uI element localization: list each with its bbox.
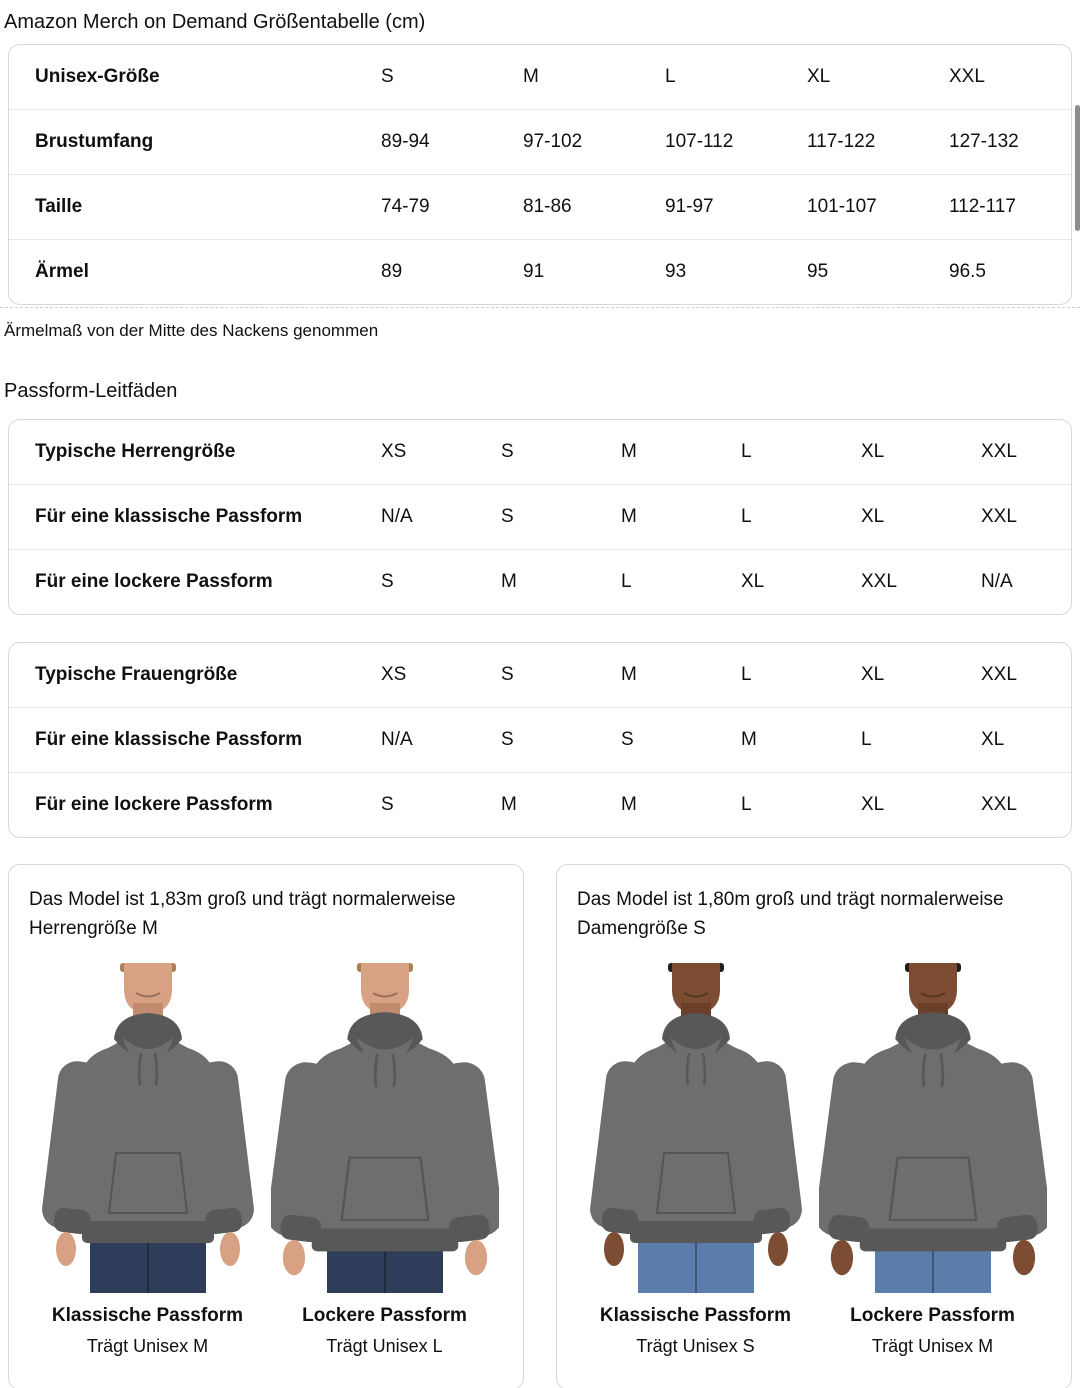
model-description: Das Model ist 1,80m groß und trägt normalerweise Damengröße S — [577, 889, 1004, 939]
model-figure — [271, 963, 499, 1293]
fit-cell: N/A — [381, 506, 413, 527]
measurement-cell: 95 — [807, 261, 829, 282]
fit-cell: M — [621, 794, 637, 815]
row-label: Typische Herrengröße — [35, 441, 236, 462]
measurement-cell: 127-132 — [949, 131, 1019, 152]
fit-cell: XS — [381, 441, 407, 462]
fit-cell: L — [621, 571, 632, 592]
row-label: Ärmel — [35, 261, 89, 282]
table-row — [9, 420, 1071, 484]
page-title: Amazon Merch on Demand Größentabelle (cm) — [4, 11, 426, 33]
fit-cell: M — [621, 506, 637, 527]
model-cards — [8, 864, 1072, 1388]
fit-cell: XL — [861, 794, 885, 815]
row-label: Brustumfang — [35, 131, 154, 152]
measurement-cell: 101-107 — [807, 196, 877, 217]
measurement-cell: 91-97 — [665, 196, 714, 217]
size-col-header: M — [523, 66, 539, 87]
fit-cell: S — [381, 571, 394, 592]
fit-cell: S — [381, 794, 394, 815]
row-label: Typische Frauengröße — [35, 664, 238, 685]
measurement-cell: 74-79 — [381, 196, 430, 217]
women-loose-fit-photo — [814, 963, 1051, 1357]
measurement-cell: 112-117 — [949, 196, 1016, 217]
women-fit-table — [8, 642, 1072, 838]
scrollbar-thumb[interactable] — [1075, 105, 1080, 231]
fit-cell: XXL — [981, 441, 1017, 462]
table-row — [9, 549, 1071, 614]
fit-cell: S — [501, 729, 514, 750]
size-caption: Trägt Unisex M — [86, 1336, 209, 1356]
men-loose-fit-photo — [266, 963, 503, 1357]
size-col-header: XL — [807, 66, 831, 87]
fit-cell: S — [501, 506, 514, 527]
row-label: Für eine lockere Passform — [35, 571, 273, 592]
photo-row — [29, 963, 503, 1357]
fit-cell: N/A — [381, 729, 413, 750]
measurement-cell: 93 — [665, 261, 687, 282]
women-classic-fit-photo — [577, 963, 814, 1357]
sleeve-note: Ärmelmaß von der Mitte des Nackens genommen — [4, 321, 379, 340]
fit-cell: L — [741, 441, 752, 462]
fit-cell: S — [501, 441, 514, 462]
fit-cell: XXL — [861, 571, 897, 592]
fit-cell: XL — [861, 506, 885, 527]
fit-cell: L — [741, 664, 752, 685]
fit-cell: N/A — [981, 571, 1013, 592]
fit-cell: M — [621, 664, 637, 685]
model-figure — [582, 963, 810, 1293]
table-row — [9, 109, 1071, 174]
fit-caption: Klassische Passform — [51, 1305, 244, 1326]
size-caption: Trägt Unisex L — [326, 1336, 443, 1356]
men-classic-fit-photo — [29, 963, 266, 1357]
table-row — [9, 707, 1071, 772]
fit-caption: Lockere Passform — [302, 1305, 467, 1326]
fit-cell: XXL — [981, 794, 1017, 815]
row-label: Unisex-Größe — [35, 66, 160, 87]
fit-cell: S — [501, 664, 514, 685]
fit-cell: L — [741, 794, 752, 815]
measurement-cell: 96.5 — [949, 261, 986, 282]
measurement-cell: 89-94 — [381, 131, 430, 152]
fit-guides-heading: Passform-Leitfäden — [4, 380, 178, 402]
row-label: Für eine klassische Passform — [35, 729, 303, 750]
model-description: Das Model ist 1,83m groß und trägt normalerweise Herrengröße M — [29, 889, 456, 939]
unisex-size-table — [8, 44, 1072, 305]
measurement-cell: 107-112 — [665, 131, 734, 152]
men-fit-table — [8, 419, 1072, 615]
model-figure — [34, 963, 262, 1293]
measurement-cell: 97-102 — [523, 131, 583, 152]
fit-caption: Lockere Passform — [850, 1305, 1015, 1326]
measurement-cell: 91 — [523, 261, 545, 282]
fit-cell: XS — [381, 664, 407, 685]
table-row — [9, 772, 1071, 837]
divider — [0, 307, 1080, 308]
fit-cell: XL — [861, 664, 885, 685]
measurement-cell: 117-122 — [807, 131, 876, 152]
fit-cell: S — [621, 729, 634, 750]
size-col-header: S — [381, 66, 394, 87]
fit-cell: M — [501, 794, 517, 815]
fit-cell: XL — [741, 571, 765, 592]
fit-cell: M — [741, 729, 757, 750]
measurement-cell: 89 — [381, 261, 403, 282]
table-row — [9, 484, 1071, 549]
fit-cell: L — [861, 729, 872, 750]
row-label: Für eine klassische Passform — [35, 506, 303, 527]
fit-cell: XL — [981, 729, 1005, 750]
fit-caption: Klassische Passform — [599, 1305, 792, 1326]
table-row — [9, 45, 1071, 109]
size-col-header: XXL — [949, 66, 985, 87]
table-row — [9, 174, 1071, 239]
table-row — [9, 239, 1071, 304]
fit-cell: XXL — [981, 664, 1017, 685]
fit-cell: M — [501, 571, 517, 592]
size-col-header: L — [665, 66, 676, 87]
row-label: Für eine lockere Passform — [35, 794, 273, 815]
size-caption: Trägt Unisex M — [871, 1336, 994, 1356]
table-row — [9, 643, 1071, 707]
size-caption: Trägt Unisex S — [636, 1336, 755, 1356]
fit-cell: M — [621, 441, 637, 462]
model-figure — [819, 963, 1047, 1293]
women-model-card — [556, 864, 1072, 1388]
fit-cell: XXL — [981, 506, 1017, 527]
photo-row — [577, 963, 1051, 1357]
men-model-card — [8, 864, 524, 1388]
fit-cell: XL — [861, 441, 885, 462]
fit-cell: L — [741, 506, 752, 527]
row-label: Taille — [35, 196, 83, 217]
measurement-cell: 81-86 — [523, 196, 572, 217]
